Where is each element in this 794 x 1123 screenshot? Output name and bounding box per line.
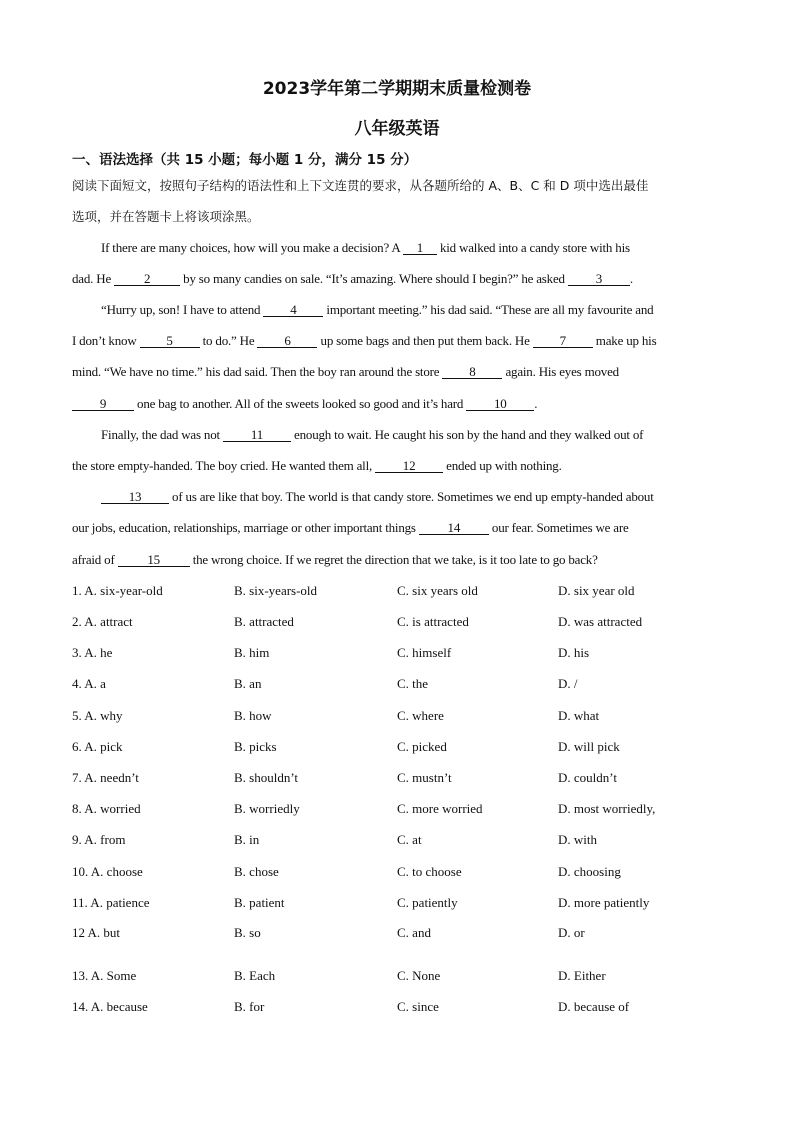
answer-blank: 12 <box>375 459 443 473</box>
option-c[interactable]: C. more worried <box>397 801 483 816</box>
option-row <box>72 832 722 850</box>
option-a[interactable]: 12 A. but <box>72 925 121 940</box>
option-a[interactable]: 4. A. a <box>72 676 106 691</box>
option-row <box>72 739 722 757</box>
option-c[interactable]: C. to choose <box>397 864 462 879</box>
option-c[interactable]: C. and <box>397 925 431 940</box>
answer-blank: 6 <box>257 334 317 348</box>
passage-line: mind. “We have no time.” his dad said. Then the boy ran around the store 8 again. His eyes moved <box>72 364 619 379</box>
option-c[interactable]: C. since <box>397 999 439 1014</box>
option-a[interactable]: 8. A. worried <box>72 801 141 816</box>
answer-blank: 9 <box>72 397 134 411</box>
passage-line: “Hurry up, son! I have to attend 4 important meeting.” his dad said. “These are all my favourite and <box>101 302 654 317</box>
option-a[interactable]: 3. A. he <box>72 645 113 660</box>
option-row <box>72 999 722 1017</box>
answer-blank: 14 <box>419 521 489 535</box>
option-row <box>72 614 722 632</box>
option-d[interactable]: D. most worriedly, <box>558 801 656 816</box>
answer-blank: 5 <box>140 334 200 348</box>
option-a[interactable]: 11. A. patience <box>72 895 150 910</box>
option-d[interactable]: D. couldn’t <box>558 770 617 785</box>
option-row <box>72 708 722 726</box>
answer-blank: 13 <box>101 490 169 504</box>
option-c[interactable]: C. patiently <box>397 895 458 910</box>
option-b[interactable]: B. worriedly <box>234 801 300 816</box>
answer-blank: 4 <box>263 303 323 317</box>
option-a[interactable]: 5. A. why <box>72 708 123 723</box>
option-row <box>72 801 722 819</box>
instruction-line: 选项，并在答题卡上将该项涂黑。 <box>72 209 260 224</box>
option-c[interactable]: C. where <box>397 708 444 723</box>
option-c[interactable]: C. the <box>397 676 429 691</box>
option-a[interactable]: 2. A. attract <box>72 614 133 629</box>
option-d[interactable]: D. / <box>558 676 578 691</box>
option-c[interactable]: C. mustn’t <box>397 770 452 785</box>
passage-line: 9 one bag to another. All of the sweets looked so good and it’s hard 10 . <box>72 396 722 412</box>
option-a[interactable]: 6. A. pick <box>72 739 123 754</box>
option-b[interactable]: B. attracted <box>234 614 294 629</box>
option-a[interactable]: 10. A. choose <box>72 864 143 879</box>
option-a[interactable]: 13. A. Some <box>72 968 137 983</box>
option-d[interactable]: D. more patiently <box>558 895 650 910</box>
section-heading: 一、语法选择（共 15 小题；每小题 1 分，满分 15 分） <box>72 152 418 168</box>
option-d[interactable]: D. what <box>558 708 600 723</box>
option-row <box>72 770 722 788</box>
answer-blank: 7 <box>533 334 593 348</box>
option-b[interactable]: B. him <box>234 645 270 660</box>
passage-line: afraid of 15 the wrong choice. If we regret the direction that we take, is it too late to go back? <box>72 552 598 567</box>
option-b[interactable]: B. chose <box>234 864 279 879</box>
answer-blank: 15 <box>118 553 190 567</box>
option-d[interactable]: D. his <box>558 645 590 660</box>
option-d[interactable]: D. six year old <box>558 583 635 598</box>
option-a[interactable]: 9. A. from <box>72 832 126 847</box>
option-row <box>72 676 722 694</box>
answer-blank: 3 <box>568 272 630 286</box>
option-c[interactable]: C. himself <box>397 645 452 660</box>
answer-blank: 8 <box>442 365 502 379</box>
option-b[interactable]: B. so <box>234 925 261 940</box>
option-c[interactable]: C. None <box>397 968 441 983</box>
option-a[interactable]: 14. A. because <box>72 999 148 1014</box>
answer-blank: 2 <box>114 272 180 286</box>
option-d[interactable]: D. choosing <box>558 864 621 879</box>
passage-line: our jobs, education, relationships, marriage or other important things 14 our fear. Sometimes we are <box>72 520 629 535</box>
passage-line: If there are many choices, how will you make a decision? A 1 kid walked into a candy store with his <box>101 240 630 255</box>
option-d[interactable]: D. with <box>558 832 597 847</box>
option-row <box>72 925 722 943</box>
answer-blank: 1 <box>403 241 437 255</box>
option-d[interactable]: D. or <box>558 925 585 940</box>
option-d[interactable]: D. was attracted <box>558 614 643 629</box>
option-row <box>72 645 722 663</box>
option-c[interactable]: C. is attracted <box>397 614 469 629</box>
option-row <box>72 968 722 986</box>
option-b[interactable]: B. six-years-old <box>234 583 318 598</box>
passage-line: the store empty-handed. The boy cried. He wanted them all, 12 ended up with nothing. <box>72 458 562 473</box>
option-c[interactable]: C. picked <box>397 739 447 754</box>
option-row <box>72 583 722 601</box>
option-c[interactable]: C. at <box>397 832 422 847</box>
option-d[interactable]: D. will pick <box>558 739 620 754</box>
passage-line: 13 of us are like that boy. The world is that candy store. Sometimes we end up empty-handed about <box>101 489 751 505</box>
option-b[interactable]: B. in <box>234 832 260 847</box>
passage-line: I don’t know 5 to do.” He 6 up some bags and then put them back. He 7 make up his <box>72 333 657 348</box>
option-b[interactable]: B. patient <box>234 895 285 910</box>
option-a[interactable]: 7. A. needn’t <box>72 770 139 785</box>
option-c[interactable]: C. six years old <box>397 583 478 598</box>
passage-line: Finally, the dad was not 11 enough to wait. He caught his son by the hand and they walked out of <box>101 427 644 442</box>
passage-line: dad. He 2 by so many candies on sale. “It’s amazing. Where should I begin?” he asked 3 . <box>72 271 633 286</box>
exam-subtitle: 八年级英语 <box>354 119 440 139</box>
answer-blank: 11 <box>223 428 291 442</box>
option-a[interactable]: 1. A. six-year-old <box>72 583 163 598</box>
instruction-line: 阅读下面短文，按照句子结构的语法性和上下文连贯的要求，从各题所给的 A、B、C 和 D 项中选出最佳 <box>72 178 649 193</box>
option-b[interactable]: B. Each <box>234 968 276 983</box>
option-d[interactable]: D. because of <box>558 999 630 1014</box>
option-b[interactable]: B. for <box>234 999 265 1014</box>
option-b[interactable]: B. picks <box>234 739 277 754</box>
exam-title: 2023学年第二学期期末质量检测卷 <box>262 79 532 99</box>
option-row <box>72 895 722 913</box>
option-b[interactable]: B. shouldn’t <box>234 770 299 785</box>
option-d[interactable]: D. Either <box>558 968 606 983</box>
option-row <box>72 864 722 882</box>
answer-blank: 10 <box>466 397 534 411</box>
option-b[interactable]: B. an <box>234 676 262 691</box>
option-b[interactable]: B. how <box>234 708 272 723</box>
